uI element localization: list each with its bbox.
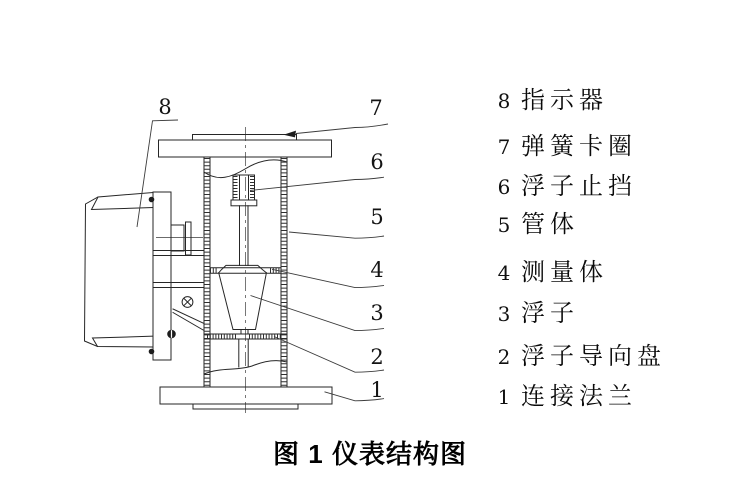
top-flange bbox=[159, 140, 332, 157]
legend-number: 7 bbox=[497, 135, 511, 159]
cross-screw-icon bbox=[182, 297, 193, 308]
callout-8 bbox=[137, 95, 178, 227]
legend-item-3 bbox=[497, 300, 579, 328]
callout-3 bbox=[251, 296, 385, 331]
legend-label: 管体 bbox=[521, 212, 579, 238]
legend-item-5 bbox=[497, 211, 579, 239]
callout-3-number: 3 bbox=[370, 301, 384, 325]
slotted-screw-icon bbox=[167, 330, 176, 339]
float-rod bbox=[240, 206, 249, 266]
legend-item-7 bbox=[497, 133, 637, 161]
callout-4 bbox=[272, 258, 384, 288]
legend-item-8 bbox=[497, 87, 608, 115]
callout-7-number: 7 bbox=[369, 96, 383, 120]
housing-screw-top bbox=[149, 197, 155, 203]
callout-6 bbox=[250, 150, 384, 191]
legend-label: 指示器 bbox=[521, 88, 608, 114]
callout-2-number: 2 bbox=[370, 345, 384, 369]
legend-number: 1 bbox=[497, 385, 511, 409]
callout-7 bbox=[284, 96, 389, 137]
legend-label: 弹簧卡圈 bbox=[521, 134, 637, 160]
legend-number: 2 bbox=[497, 345, 511, 369]
spring-clip-plate bbox=[193, 135, 297, 141]
legend-number: 6 bbox=[497, 175, 511, 199]
legend-number: 3 bbox=[497, 302, 511, 326]
legend-label: 浮子导向盘 bbox=[521, 344, 666, 370]
callout-1 bbox=[325, 378, 385, 402]
legend-item-6 bbox=[497, 173, 637, 201]
mounting-bracket bbox=[154, 251, 204, 331]
parts-legend bbox=[497, 0, 743, 430]
legend-number: 8 bbox=[497, 89, 511, 113]
legend-item-2 bbox=[497, 343, 666, 371]
legend-label: 测量体 bbox=[521, 260, 608, 286]
callout-5-number: 5 bbox=[370, 205, 384, 229]
legend-number: 5 bbox=[497, 213, 511, 237]
callout-1-number: 1 bbox=[370, 378, 384, 402]
bottom-flange bbox=[160, 387, 332, 409]
legend-item-1 bbox=[497, 383, 637, 411]
housing-screw-bottom bbox=[149, 349, 155, 355]
callout-5 bbox=[289, 205, 384, 238]
legend-number: 4 bbox=[497, 261, 511, 285]
figure-caption: 图 1 仪表结构图 bbox=[273, 439, 467, 469]
legend-label: 连接法兰 bbox=[521, 384, 637, 410]
callout-2 bbox=[274, 337, 384, 373]
legend-label: 浮子 bbox=[521, 301, 579, 327]
callout-6-number: 6 bbox=[370, 150, 384, 174]
legend-label: 浮子止挡 bbox=[521, 174, 637, 200]
callout-8-number: 8 bbox=[158, 95, 172, 119]
legend-item-4 bbox=[497, 259, 608, 287]
callout-4-number: 4 bbox=[370, 258, 384, 282]
float bbox=[219, 265, 267, 334]
